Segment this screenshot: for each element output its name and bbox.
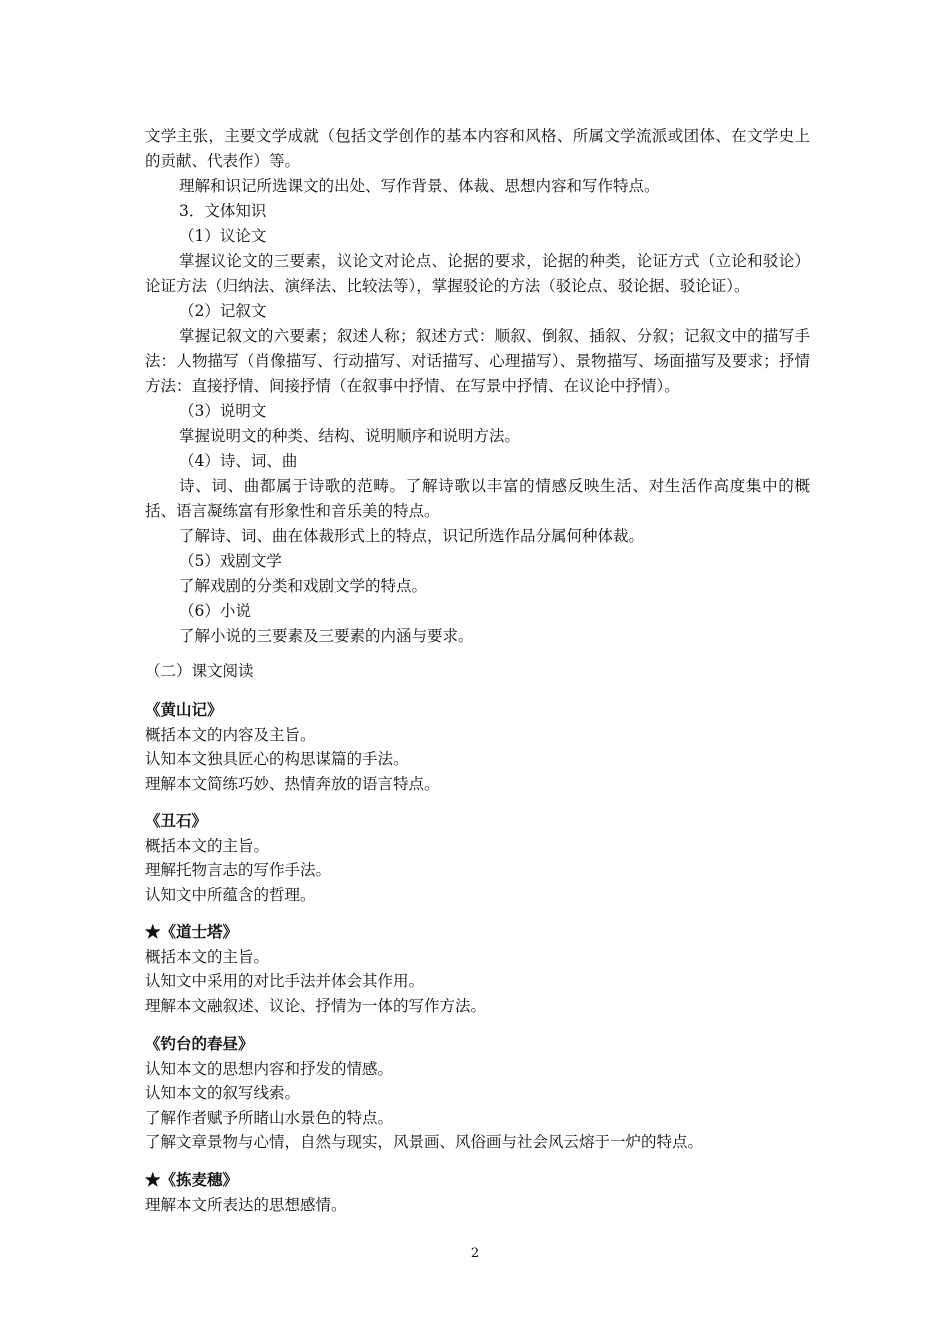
article-title: ★《道士塔》 bbox=[145, 922, 239, 941]
subheading: （1）议论文 bbox=[179, 227, 267, 245]
list-item: 概括本文的主旨。 bbox=[145, 836, 270, 855]
list-item: 概括本文的内容及主旨。 bbox=[145, 725, 316, 744]
paragraph: 诗、词、曲都属于诗歌的范畴。了解诗歌以丰富的情感反映生活、对生活作高度集中的概括、语言凝练富有形象性和音乐美的特点。 bbox=[145, 477, 810, 520]
paragraph: 了解诗、词、曲在体裁形式上的特点，识记所选作品分属何种体裁。 bbox=[179, 527, 645, 545]
subheading: （2）记叙文 bbox=[179, 302, 267, 320]
article-jianmaisui bbox=[145, 1168, 810, 1217]
list-item: 认知本文独具匠心的构思谋篇的手法。 bbox=[145, 750, 409, 768]
list-item: 了解作者赋予所睹山水景色的特点。 bbox=[145, 1108, 394, 1127]
section-genre-knowledge bbox=[145, 124, 810, 649]
list-item: 概括本文的主旨。 bbox=[145, 947, 270, 966]
paragraph: 掌握说明文的种类、结构、说明顺序和说明方法。 bbox=[179, 427, 521, 445]
article-title: 《丑石》 bbox=[145, 811, 208, 830]
paragraph: 掌握记叙文的六要素；叙述人称；叙述方式：顺叙、倒叙、插叙、分叙；记叙文中的描写手法：人物描写（肖像描写、行动描写、对话描写、心理描写）、景物描写、场面描写及要求；抒情方法：直接抒情、间接抒情（在叙事中抒情、在写景中抒情、在议论中抒情）。 bbox=[145, 327, 810, 395]
list-item: 认知本文的叙写线索。 bbox=[145, 1084, 301, 1102]
subheading: 3．文体知识 bbox=[179, 202, 267, 220]
subheading: （4）诗、词、曲 bbox=[179, 452, 298, 470]
paragraph: 理解和识记所选课文的出处、写作背景、体裁、思想内容和写作特点。 bbox=[179, 177, 660, 195]
article-huangshanji bbox=[145, 698, 810, 796]
list-item: 理解托物言志的写作手法。 bbox=[145, 861, 332, 879]
article-diaotai bbox=[145, 1032, 810, 1155]
article-title: 《黄山记》 bbox=[145, 700, 223, 719]
subheading: （3）说明文 bbox=[179, 402, 267, 420]
list-item: 理解本文简练巧妙、热情奔放的语言特点。 bbox=[145, 774, 440, 793]
article-daoshita bbox=[145, 920, 810, 1018]
page-number: 2 bbox=[470, 1246, 480, 1261]
subheading: （5）戏剧文学 bbox=[179, 552, 282, 570]
list-item: 认知文中所蕴含的哲理。 bbox=[145, 885, 316, 904]
list-item: 理解本文所表达的思想感情。 bbox=[145, 1195, 347, 1214]
list-item: 理解本文融叙述、议论、抒情为一体的写作方法。 bbox=[145, 996, 487, 1015]
section-title bbox=[145, 659, 810, 684]
subheading: （6）小说 bbox=[179, 602, 251, 620]
article-title: 《钓台的春昼》 bbox=[145, 1034, 254, 1053]
paragraph: 掌握议论文的三要素，议论文对论点、论据的要求，论据的种类，论证方式（立论和驳论）论证方法（归纳法、演绎法、比较法等），掌握驳论的方法（驳论点、驳论据、驳论证）。 bbox=[145, 252, 810, 295]
list-item: 了解文章景物与心情，自然与现实，风景画、风俗画与社会风云熔于一炉的特点。 bbox=[145, 1133, 704, 1151]
article-title: ★《拣麦穗》 bbox=[145, 1170, 239, 1189]
article-choushi bbox=[145, 809, 810, 907]
list-item: 认知文中采用的对比手法并体会其作用。 bbox=[145, 972, 425, 990]
paragraph: 了解戏剧的分类和戏剧文学的特点。 bbox=[179, 577, 428, 595]
list-item: 认知本文的思想内容和抒发的情感。 bbox=[145, 1059, 394, 1078]
paragraph: 文学主张，主要文学成就（包括文学创作的基本内容和风格、所属文学流派或团体、在文学史上的贡献、代表作）等。 bbox=[145, 127, 810, 170]
section-heading: （二）课文阅读 bbox=[145, 662, 254, 680]
paragraph: 了解小说的三要素及三要素的内涵与要求。 bbox=[179, 627, 474, 645]
